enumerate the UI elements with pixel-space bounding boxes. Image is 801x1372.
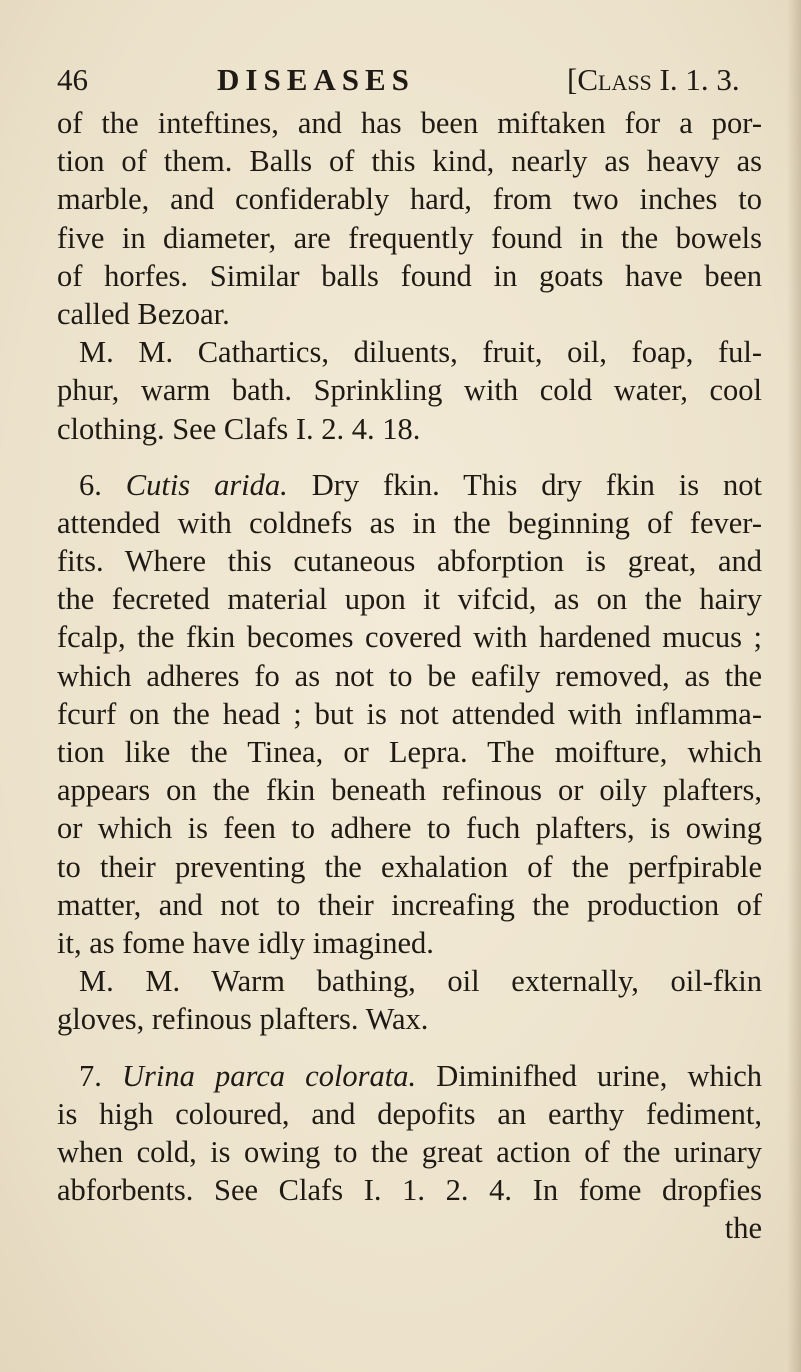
text-line: appears on the fkin beneath refinous or oily plafters, [57,773,762,808]
text-line: fcurf on the head ; but is not attended with inflamma- [57,696,762,731]
running-head-class-reference: [Class I. 1. 3. [567,62,740,97]
text-line: to their preventing the exhalation of the perfpirable [57,849,762,884]
body-text [57,104,762,1247]
text-line: when cold, is owing to the great action of the urinary [57,1134,762,1169]
text-line: five in diameter, are frequently found in the bowels [57,220,762,255]
text-line: is high coloured, and depofits an earthy fediment, [57,1096,762,1131]
page-number: 46 [57,62,88,97]
text-line: matter, and not to their increafing the production of [57,887,762,922]
text-line: fcalp, the fkin becomes covered with hardened mucus ; [57,620,762,655]
page-edge-shadow [787,0,801,1372]
text-line: abforbents. See Clafs I. 1. 2. 4. In fome dropfies [57,1173,762,1208]
text-line: it, as fome have idly imagined. [57,925,434,960]
text-line: of the inteftines, and has been miftaken for a por- [57,106,762,140]
text-line: phur, warm bath. Sprinkling with cold water, cool [57,373,762,408]
text-line: marble, and confiderably hard, from two inches to [57,182,762,217]
text-line: which adheres fo as not to be eafily removed, as the [57,658,762,693]
text-line: of horfes. Similar balls found in goats have been [57,258,762,293]
text-line: M. M. Warm bathing, oil externally, oil-fkin [79,964,762,999]
text-line: M. M. Cathartics, diluents, fruit, oil, foap, ful- [79,335,762,370]
text-line: or which is feen to adhere to fuch plafters, is owing [57,811,762,846]
text-line: clothing. See Clafs I. 2. 4. 18. [57,411,421,446]
catchword: the [724,1211,762,1246]
running-head [57,62,787,102]
section-7-heading-line: 7. Urina parca colorata. Diminifhed urine, which [79,1058,763,1093]
text-line: tion like the Tinea, or Lepra. The moifture, which [57,735,762,769]
text-line: fits. Where this cutaneous abforption is great, and [57,544,762,579]
section-6-heading-line: 6. Cutis arida. Dry fkin. This dry fkin is not [79,467,762,502]
text-line: gloves, refinous plafters. Wax. [57,1002,429,1037]
text-line: called Bezoar. [57,296,230,331]
text-line: attended with coldnefs as in the beginning of fever- [57,505,762,540]
text-line: the fecreted material upon it vifcid, as on the hairy [57,582,762,617]
text-line: tion of them. Balls of this kind, nearly as heavy as [57,144,762,179]
running-head-title: DISEASES [217,62,415,97]
